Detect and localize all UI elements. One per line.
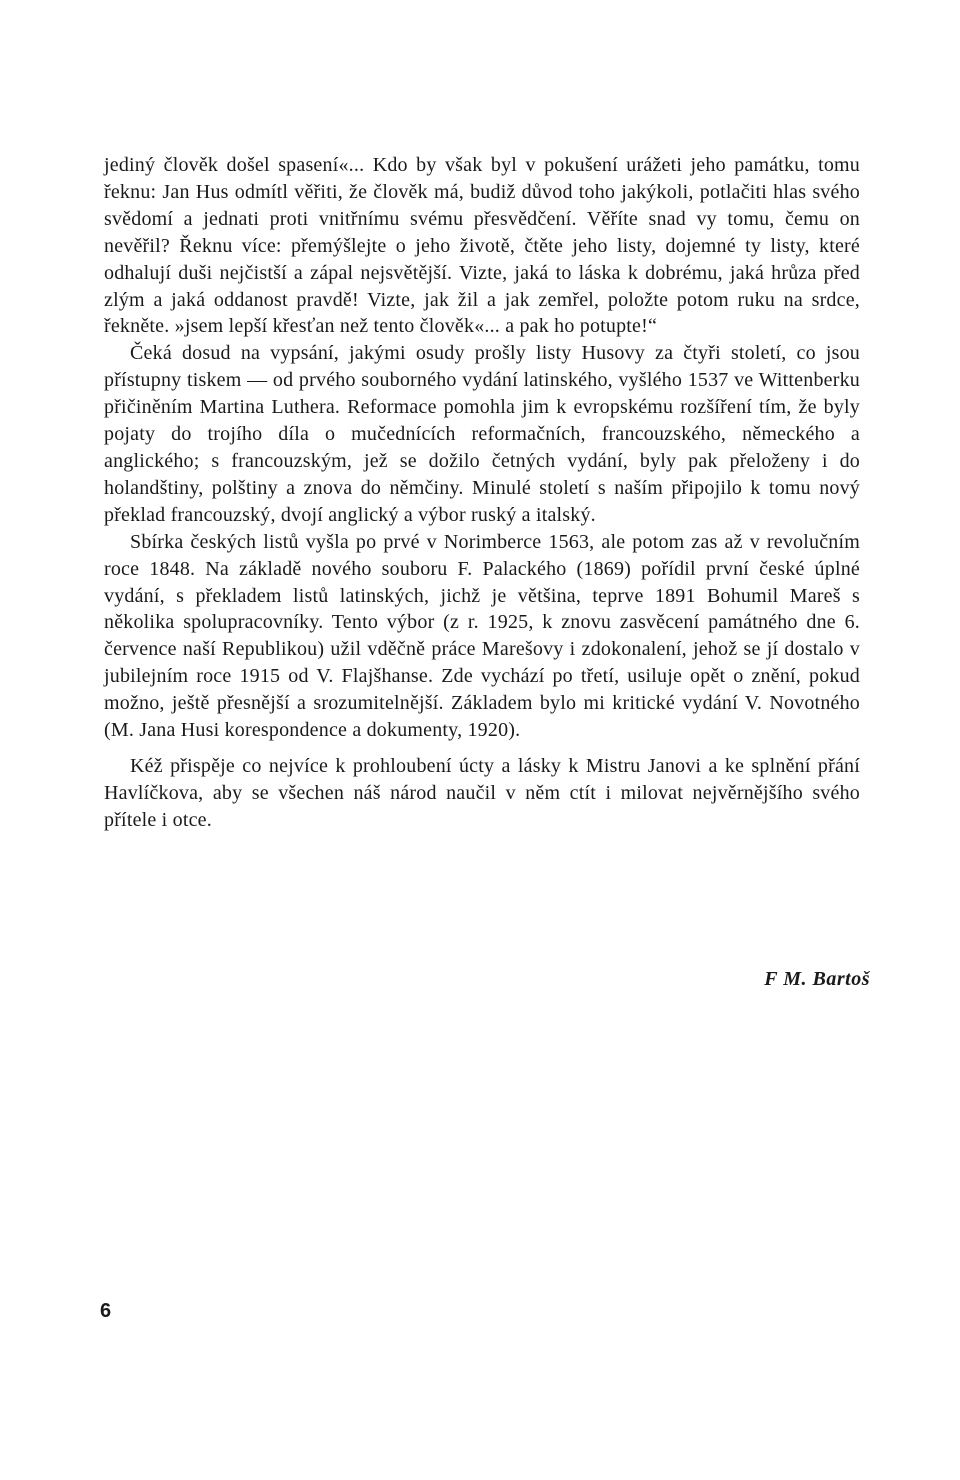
paragraph-letters-history: Čeká dosud na vypsání, jakými osudy prošly listy Husovy za čtyři století, co jsou přístupny tiskem — od prvého souborného vydání latinského, vyšlého 1537 ve Wittenberku přičiněním Martina Luthera. Reformace pomohla jim k evropskému rozšíření tím, že byly pojaty do trojího díla o mučednících reformačních, francouzského, německého a anglického; s francouzským, jež se dožilo četných vydání, byly pak přeloženy i do holandštiny, polštiny a znova do němčiny. Minulé století s naším připojilo k tomu nový překlad francouzský, dvojí anglický a výbor ruský a italský. (104, 342, 860, 526)
paragraph-continuation: jediný člověk došel spasení«... Kdo by však byl v pokušení urážeti jeho památku, tomu řeknu: Jan Hus odmítl věřiti, že člověk má, budiž důvod toho jakýkoli, potlačiti hlas svého svědomí a jednati proti vnitřnímu svému přesvědčení. Věříte snad vy tomu, čemu on nevěřil? Řeknu více: přemýšlejte o jeho životě, čtěte jeho listy, dojemné ty listy, které odhalují duši nejčistší a zápal nejsvětější. Vizte, jaká to láska k dobrému, jaká hrůza před zlým a jaká oddanost pravdě! Vizte, jak žil a jak zemřel, položte potom ruku na srdce, řekněte. »jsem lepší křesťan než tento člověk«... a pak ho potupte!“ (104, 154, 860, 338)
paragraph-czech-editions: Sbírka českých listů vyšla po prvé v Norimberce 1563, ale potom zas až v revolučním roce 1848. Na základě nového souboru F. Palackého (1869) pořídil první české úplné vydání, s překladem listů latinských, jichž je většina, teprve 1891 Bohumil Mareš s několika spolupracovníky. Tento výbor (z r. 1925, k znovu zasvěcení památného dne 6. července naší Republikou) užil vděčně práce Marešovy i zdokonalení, jehož se jí dostalo v jubilejním roce 1915 od V. Flajšhanse. Zde vychází po třetí, usiluje opět o znění, pokud možno, ještě přesnější a srozumitelnější. Základem bylo mi kritické vydání V. Novotného (M. Jana Husi korespondence a dokumenty, 1920). (104, 530, 860, 742)
paragraph-gap (104, 744, 860, 753)
body-text (104, 152, 860, 834)
page-number: 6 (100, 1300, 112, 1322)
paragraph-closing-wish: Kéž přispěje co nejvíce k prohloubení úcty a lásky k Mistru Janovi a ke splnění přání Havlíčkova, aby se všechen náš národ naučil v něm ctít i milovat nejvěrnějšího svého přítele i otce. (104, 754, 860, 831)
author-signature: F M. Bartoš (764, 968, 870, 990)
